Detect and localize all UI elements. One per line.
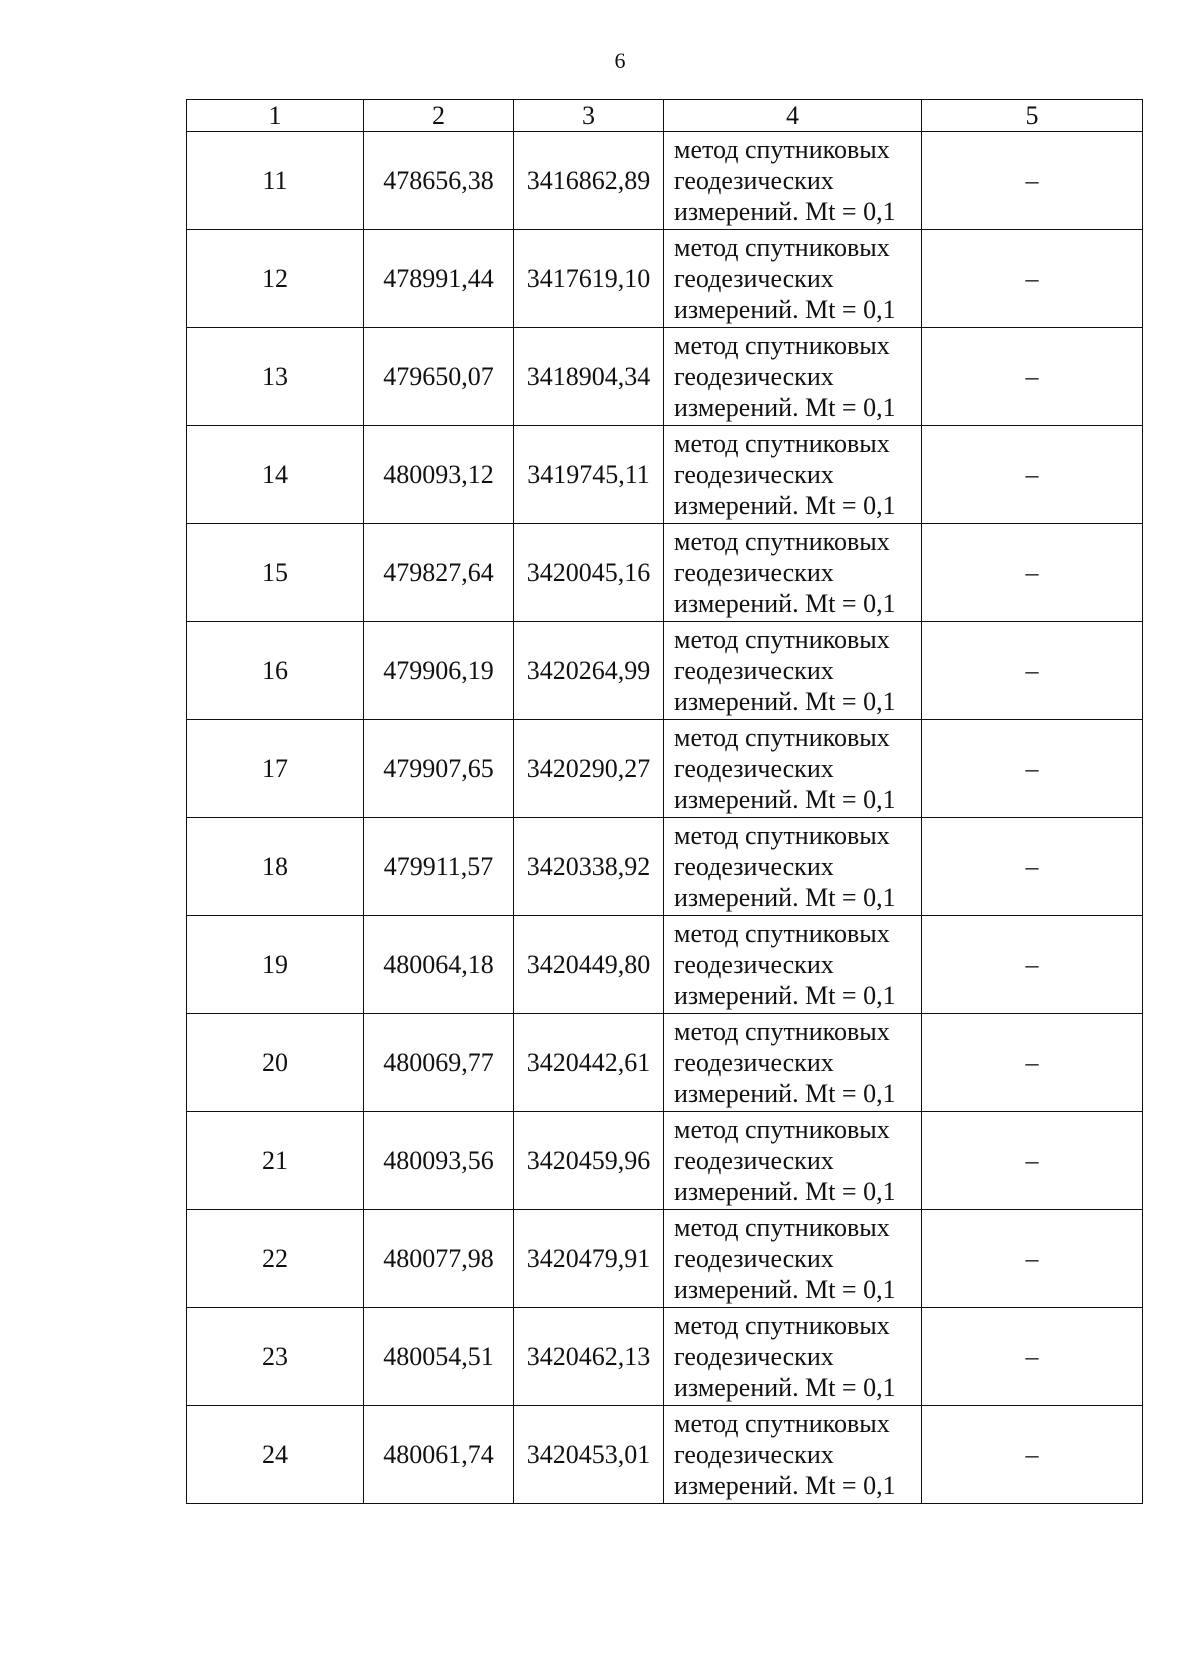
method-line: геодезических <box>674 1048 834 1077</box>
y-coordinate-cell: 3420449,80 <box>514 916 664 1014</box>
method-line: метод спутниковых <box>674 821 890 850</box>
table-body <box>187 132 1143 1504</box>
method-cell <box>664 818 922 916</box>
y-coordinate-cell: 3420264,99 <box>514 622 664 720</box>
method-cell <box>664 916 922 1014</box>
y-coordinate-cell: 3420338,92 <box>514 818 664 916</box>
column-5-cell: – <box>922 328 1143 426</box>
method-cell <box>664 426 922 524</box>
y-coordinate-cell: 3420479,91 <box>514 1210 664 1308</box>
method-line: метод спутниковых <box>674 135 890 164</box>
method-line: геодезических <box>674 656 834 685</box>
table-row <box>187 1406 1143 1504</box>
table-row <box>187 622 1143 720</box>
table-row <box>187 230 1143 328</box>
method-line: измерений. Mt = 0,1 <box>674 1177 896 1206</box>
method-line: измерений. Mt = 0,1 <box>674 197 896 226</box>
method-cell <box>664 230 922 328</box>
method-line: метод спутниковых <box>674 1115 890 1144</box>
method-line: метод спутниковых <box>674 1409 890 1438</box>
point-number-cell: 15 <box>187 524 364 622</box>
y-coordinate-cell: 3418904,34 <box>514 328 664 426</box>
method-line: геодезических <box>674 950 834 979</box>
method-cell <box>664 1406 922 1504</box>
method-line: метод спутниковых <box>674 527 890 556</box>
column-5-cell: – <box>922 426 1143 524</box>
method-line: измерений. Mt = 0,1 <box>674 687 896 716</box>
method-line: геодезических <box>674 1244 834 1273</box>
method-line: измерений. Mt = 0,1 <box>674 1471 896 1500</box>
page-number: 6 <box>614 48 626 73</box>
y-coordinate-cell: 3417619,10 <box>514 230 664 328</box>
column-5-cell: – <box>922 1014 1143 1112</box>
y-coordinate-cell: 3420442,61 <box>514 1014 664 1112</box>
method-cell <box>664 328 922 426</box>
method-line: измерений. Mt = 0,1 <box>674 981 896 1010</box>
table-row <box>187 1210 1143 1308</box>
method-line: геодезических <box>674 166 834 195</box>
method-line: метод спутниковых <box>674 625 890 654</box>
method-cell <box>664 1308 922 1406</box>
point-number-cell: 23 <box>187 1308 364 1406</box>
x-coordinate-cell: 480061,74 <box>364 1406 514 1504</box>
method-line: метод спутниковых <box>674 331 890 360</box>
method-line: геодезических <box>674 460 834 489</box>
column-5-cell: – <box>922 1210 1143 1308</box>
column-header-4: 4 <box>664 100 922 132</box>
method-line: метод спутниковых <box>674 429 890 458</box>
table-row <box>187 916 1143 1014</box>
method-cell <box>664 720 922 818</box>
column-5-cell: – <box>922 1406 1143 1504</box>
method-line: измерений. Mt = 0,1 <box>674 589 896 618</box>
x-coordinate-cell: 480093,12 <box>364 426 514 524</box>
method-cell <box>664 1112 922 1210</box>
method-line: измерений. Mt = 0,1 <box>674 1373 896 1402</box>
method-line: геодезических <box>674 264 834 293</box>
y-coordinate-cell: 3420045,16 <box>514 524 664 622</box>
x-coordinate-cell: 479907,65 <box>364 720 514 818</box>
table-row <box>187 1112 1143 1210</box>
column-header-5: 5 <box>922 100 1143 132</box>
method-line: геодезических <box>674 754 834 783</box>
table-row <box>187 1308 1143 1406</box>
method-line: метод спутниковых <box>674 233 890 262</box>
x-coordinate-cell: 480054,51 <box>364 1308 514 1406</box>
column-5-cell: – <box>922 524 1143 622</box>
method-line: метод спутниковых <box>674 1213 890 1242</box>
point-number-cell: 13 <box>187 328 364 426</box>
y-coordinate-cell: 3420453,01 <box>514 1406 664 1504</box>
column-5-cell: – <box>922 720 1143 818</box>
x-coordinate-cell: 480077,98 <box>364 1210 514 1308</box>
column-5-cell: – <box>922 916 1143 1014</box>
column-header-1: 1 <box>187 100 364 132</box>
method-line: геодезических <box>674 1440 834 1469</box>
method-line: измерений. Mt = 0,1 <box>674 295 896 324</box>
method-line: метод спутниковых <box>674 1017 890 1046</box>
column-header-3: 3 <box>514 100 664 132</box>
method-line: измерений. Mt = 0,1 <box>674 491 896 520</box>
y-coordinate-cell: 3420459,96 <box>514 1112 664 1210</box>
method-line: геодезических <box>674 558 834 587</box>
column-5-cell: – <box>922 1308 1143 1406</box>
method-line: метод спутниковых <box>674 919 890 948</box>
method-line: измерений. Mt = 0,1 <box>674 393 896 422</box>
x-coordinate-cell: 480064,18 <box>364 916 514 1014</box>
x-coordinate-cell: 479650,07 <box>364 328 514 426</box>
column-5-cell: – <box>922 622 1143 720</box>
column-5-cell: – <box>922 132 1143 230</box>
point-number-cell: 19 <box>187 916 364 1014</box>
y-coordinate-cell: 3416862,89 <box>514 132 664 230</box>
table-row <box>187 524 1143 622</box>
method-line: метод спутниковых <box>674 723 890 752</box>
x-coordinate-cell: 479911,57 <box>364 818 514 916</box>
point-number-cell: 17 <box>187 720 364 818</box>
y-coordinate-cell: 3420290,27 <box>514 720 664 818</box>
method-line: измерений. Mt = 0,1 <box>674 1079 896 1108</box>
method-cell <box>664 524 922 622</box>
method-cell <box>664 1014 922 1112</box>
table-row <box>187 720 1143 818</box>
method-line: геодезических <box>674 852 834 881</box>
x-coordinate-cell: 480069,77 <box>364 1014 514 1112</box>
method-cell <box>664 132 922 230</box>
column-5-cell: – <box>922 230 1143 328</box>
method-line: измерений. Mt = 0,1 <box>674 883 896 912</box>
point-number-cell: 24 <box>187 1406 364 1504</box>
method-line: измерений. Mt = 0,1 <box>674 1275 896 1304</box>
table-row <box>187 818 1143 916</box>
method-line: геодезических <box>674 1146 834 1175</box>
y-coordinate-cell: 3420462,13 <box>514 1308 664 1406</box>
table-row <box>187 132 1143 230</box>
table-row <box>187 426 1143 524</box>
table-row <box>187 1014 1143 1112</box>
point-number-cell: 12 <box>187 230 364 328</box>
method-line: геодезических <box>674 362 834 391</box>
point-number-cell: 20 <box>187 1014 364 1112</box>
method-line: метод спутниковых <box>674 1311 890 1340</box>
point-number-cell: 14 <box>187 426 364 524</box>
column-5-cell: – <box>922 818 1143 916</box>
x-coordinate-cell: 479906,19 <box>364 622 514 720</box>
x-coordinate-cell: 478991,44 <box>364 230 514 328</box>
column-5-cell: – <box>922 1112 1143 1210</box>
point-number-cell: 11 <box>187 132 364 230</box>
coordinates-table <box>186 99 1143 1504</box>
column-header-2: 2 <box>364 100 514 132</box>
table-row <box>187 328 1143 426</box>
x-coordinate-cell: 480093,56 <box>364 1112 514 1210</box>
method-line: измерений. Mt = 0,1 <box>674 785 896 814</box>
point-number-cell: 16 <box>187 622 364 720</box>
point-number-cell: 18 <box>187 818 364 916</box>
table-header-row <box>187 100 1143 132</box>
y-coordinate-cell: 3419745,11 <box>514 426 664 524</box>
point-number-cell: 21 <box>187 1112 364 1210</box>
x-coordinate-cell: 478656,38 <box>364 132 514 230</box>
x-coordinate-cell: 479827,64 <box>364 524 514 622</box>
method-line: геодезических <box>674 1342 834 1371</box>
method-cell <box>664 1210 922 1308</box>
method-cell <box>664 622 922 720</box>
point-number-cell: 22 <box>187 1210 364 1308</box>
